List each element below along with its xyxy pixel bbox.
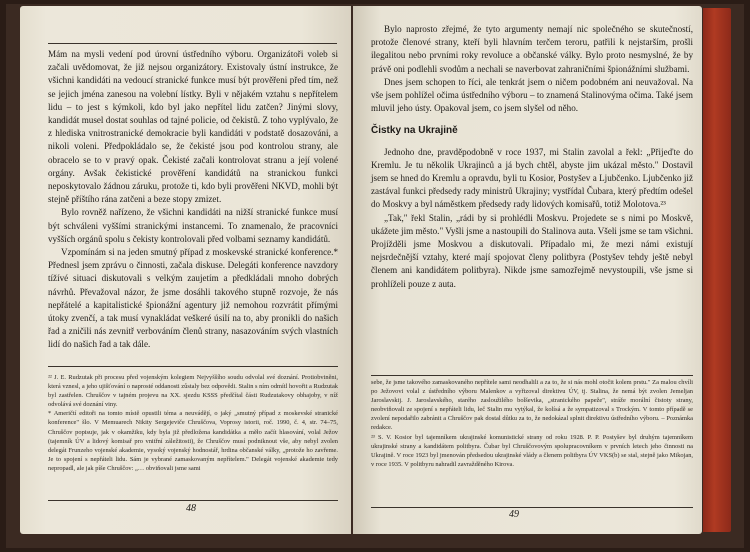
footnote: ²² J. E. Rudzutak při procesu před vojenským kolegiem Nejvyššího soudu odvolal své doznání. Protiobviněni, která vznesl, a jeho ujišťování o naprosté oddanosti zůstaly bez odpovědi. Stalin s ním odmítl hovořit a Rudzutak byl zastřelen. Chruščov v tajném projevu na XX. sjezdu KSSS předčítal části Rudzutakovy obhajoby, v níž odvolává své doznání viny. <box>48 374 338 409</box>
section-heading: Čistky na Ukrajině <box>371 125 458 137</box>
right-footnotes <box>371 378 693 469</box>
right-page <box>353 6 702 534</box>
left-body-text <box>48 48 338 352</box>
page-number: 48 <box>186 503 196 514</box>
footnote: ²³ S. V. Kosior byl tajemníkem ukrajinské komunistické strany od roku 1928. P. P. Postyšev byl druhým tajemníkem ukrajinské strany a kandidátem politbyra. Čubar byl Chruščovovým spolupracovníkem v prvních letech jeho činnosti na Ukrajině. V roce 1923 byl jmenován předsedou ukrajinské vlády a členem politbyra ÚV VKS(b) se stal, stejně jako Mikojan, v roce 1935. V politbyru nahradil zavražděného Kirova. <box>371 433 693 468</box>
paragraph: Jednoho dne, pravděpodobně v roce 1937, mi Stalin zavolal a řekl: „Přijeďte do Kremlu. Je tu několik Ukrajinců a já bych chtěl, abyste jim ukázal město." Dostavil jsem se hned do Kremlu a opravdu, byli tu Kosior, Postyšev a Ljubčenko. Ljubčenko již zastával funkci předsedy rady ministrů Ukrajiny; vystřídal Čubara, který předtím odešel do Moskvy a byl náměstkem předsedy rady lidových komisařů, totiž Molotova.²³ <box>371 146 693 210</box>
paragraph: Mám na mysli vedení pod úrovní ústředního výboru. Organizátoři voleb si začali uvědomovat, že již nejsou organizátory. Existovaly ústní instrukce, že všichni kandidáti na vedoucí stranické funkce musí být prověřeni před tím, než se jejich jména zanesou na volební lístky. Byli v nějakém vztahu s nepřítelem lidu – to jest s kýmkoli, kdo byl jako nepřítel lidu zatčen? Jinými slovy, kandidát musel dostat souhlas od tajné policie, od čekistů. Z toho vyplývalo, že z hlediska vnitrostranické demokracie byli kandidáti v podstatě dosazováni, a nikoli voleni. Předpokládalo se, že čekisté jsou pod kontrolou strany, ale obracelo se to v pravý opak. Čekisté začali kontrolovat stranu a její volené orgány. Avšak čekistické prověření kandidátů na stranickou funkci neposkytovalo žádnou záruku, protože ti, kdo byli prověřeni NKVD, mohli být stejně příštího rána zatčeni a beze stopy zmizet. <box>48 49 338 205</box>
paragraph: Vzpomínám si na jeden smutný případ z moskevské stranické konference.* Přednesl jsem zprávu o činnosti, začala diskuse. Delegáti konference navzdory tížívé situaci diskutovali s velkým zaujetím a předkládali mnoho dobrých návrhů. Převažoval názor, že jsme dosáhli takového stupně rozvoje, že nás nepřátelé a kapitalistické špionážní agentury již nemohou rozvrátit přímými útoky zvenčí, a tak musí vynakládat veškeré úsilí na to, aby pronikli do našich řad a zničili nás zevnitř verbováním členů strany, nasazováním svých vlastních lidí do našich řad a tak dále. <box>48 247 338 350</box>
left-page <box>20 6 351 534</box>
footnote-rule <box>371 375 693 376</box>
top-rule <box>48 43 337 44</box>
paragraph: Dnes jsem schopen to říci, ale tenkrát jsem o ničem podobném ani neuvažoval. Na vše jsem pohlížel očima ústředního výboru – to znamená Stalinovýma očima. Také jsem mluvil jeho ústy. Opakoval jsem, co jsem slyšel od něho. <box>371 76 693 114</box>
paragraph: Bylo naprosto zřejmé, že tyto argumenty nemají nic společného se skutečností, protože členové strany, kteří byli hlavním terčem teroru, patřili k nejstarším, prošli ilegalitou nebo prvními roky revoluce a občanské války. Bylo proto nesmyslné, že by právě oni podlehli svodům a nechali se naverbovat zahraničními špionážními službami. <box>371 24 693 74</box>
paragraph: „Tak," řekl Stalin, „rádi by si prohlédli Moskvu. Projedete se s nimi po Moskvě, ukážete jim město." Vyšli jsme a nastoupili do Stalinova auta. Všeli jsme se tam všichni. Projížděli jsme Moskvou a diskutovali. Případalo mi, že mezi námi existují nejsrdečnější vztahy, které mají spojovat členy politbyra (Postyšev tehdy ještě nebyl členem ani kandidátem politbyra). Nikde jsme samozřejmě nevystoupili, vše jsme si prohlíželi pouze z auta. <box>371 212 693 289</box>
footnote: sebe, že jsme takového zamaskovaného nepřítele sami neodhalili a za to, že si nás mohl otočit kolem prstu." Za malou chvíli po Ježovovi volal z ústředního výboru Malenkov a vyřizoval direktivu ÚV, tj. Stalina, že nemá být zvolen Jemeljan Jaroslavskij. J. Jaroslavského, starého zasloužilého bolševika, „stranického papeže", stráže morální čistoty strany, neobviňovali ze spojení s nepřáteli lidu, leč Stalin mu vytýkal, že kolísá a že sympatizoval s Trockým. V tomto případě se zvolení nepodařilo zabránit a Chruščov pak dostal důtku za to, že nedokázal splnit direktivu ústředního výboru. – Poznámka redakce. <box>371 379 693 432</box>
footnote: * Američtí editoři na tomto místě opustili téma a neuvádějí, o jaký „smutný případ z moskevské stranické konference" šlo. V Memuarech Nikity Sergejeviče Chruščova, Voprosy istorii, roč. 1990, č. 4, str. 74–75, Chruščov popisuje, jak v okamžiku, kdy byla již předložena kandidátka a měło začít hlasování, volal Ježov (tajemník ÚV a lidový komisař pro vnitřní záležitosti), že Chruščov musí podniknout vše, aby nebyl zvolen delegát Frunzeho vojenské akademie, vysoký vojenský hodnostář, hrdina občanské války, „protože ho zavřeme. Je to spojení s nepřáteli lidu. Sám je vybrané zamaskovaným nepřítelem." Delegát vojenské akademie tedy nepropadl, ale jak píše Chruščov: „… obviňovali jsme sami <box>48 410 338 472</box>
page-number: 49 <box>509 509 519 520</box>
paragraph: Bylo rovněž nařízeno, že všichni kandidáti na nižší stranické funkce musí být schváleni vyššími stranickými instancemi. To znamenalo, že pracovníci vyšších orgánů spolu s čekisty kontrolovali před volbami seznamy kandidátů. <box>48 207 338 244</box>
left-footnotes <box>48 373 338 473</box>
footnote-rule <box>48 366 338 367</box>
right-body-text <box>371 23 693 291</box>
book-cover-edge <box>703 8 731 532</box>
bottom-rule <box>371 507 693 508</box>
bottom-rule <box>48 500 338 501</box>
